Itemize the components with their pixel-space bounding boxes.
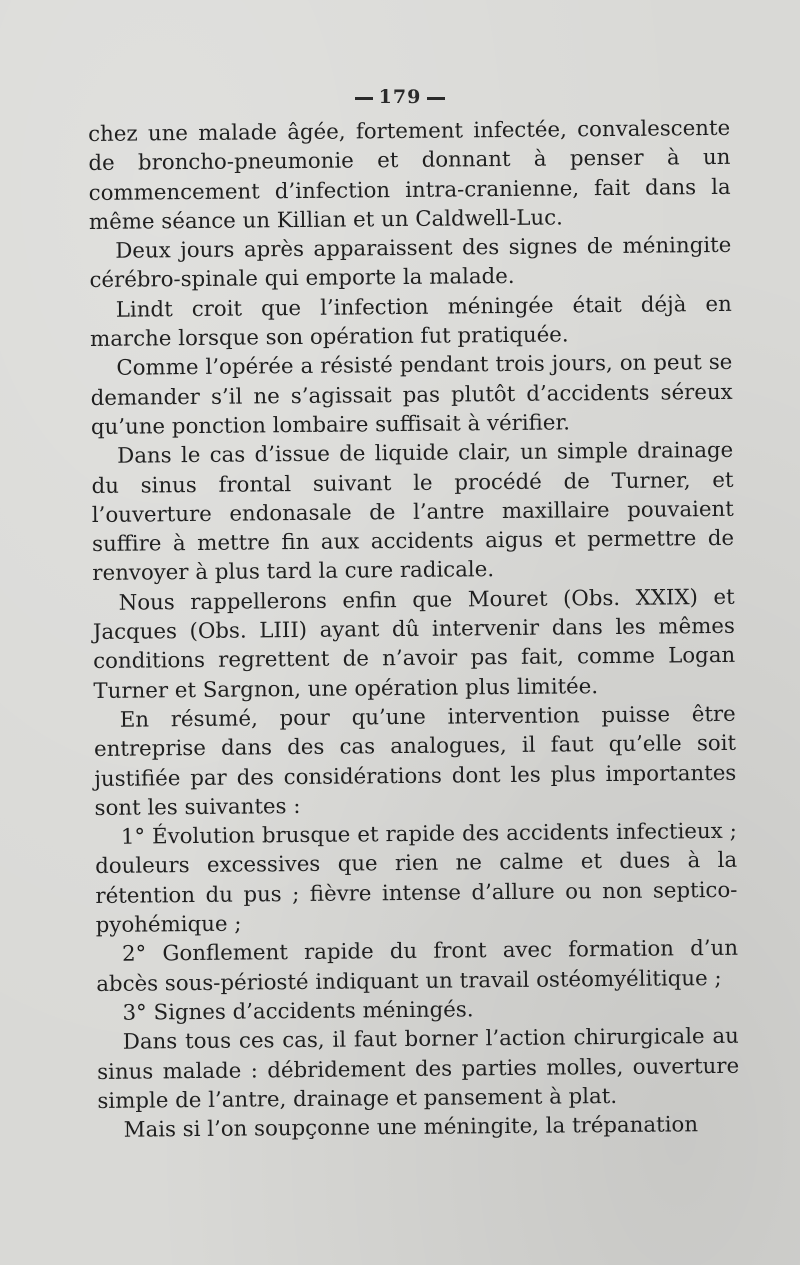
header-dash-right bbox=[427, 97, 445, 100]
page-number-header bbox=[0, 86, 800, 108]
paragraph: Dans le cas d’issue de liquide clair, un simple drainage du sinus frontal suivant le procédé de Turner, et l’ouverture endonasale de l’antre maxillaire pouvaient suffire à mettre fin aux accidents aigus et permettre de renvoyer à plus tard la cure radicale. bbox=[91, 438, 735, 587]
paragraph-continuation: chez une malade âgée, fortement infectée, convalescente de broncho-pneumonie et donnant à penser à un commencement d’infection intra-cranienne, fait dans la même séance un Killian et un Caldwell-Luc. bbox=[88, 115, 731, 235]
paragraph: Comme l’opérée a résisté pendant trois jours, on peut se demander s’il ne s’agissait pas plutôt d’accidents séreux qu’une ponction lombaire suffisait à vérifier. bbox=[90, 350, 733, 440]
paragraph: Nous rappellerons enfin que Mouret (Obs. XXIX) et Jacques (Obs. LIII) ayant dû intervenir dans les mêmes conditions regrettent de n’avoir pas fait, comme Logan Turner et Sargnon, une opération plus limitée. bbox=[92, 584, 736, 704]
header-dash-left bbox=[355, 97, 373, 100]
list-item: 3° Signes d’accidents méningés. bbox=[122, 997, 474, 1026]
paragraph: En résumé, pour qu’une intervention puisse être entreprise dans des cas analogues, il faut qu’elle soit justifiée par des considérations dont les plus importantes sont les suivantes : bbox=[93, 701, 737, 821]
paragraph: Deux jours après apparaissent des signes de méningite cérébro-spinale qui emporte la malade. bbox=[89, 233, 732, 294]
page-number: 179 bbox=[378, 86, 422, 108]
list-item: 1° Évolution brusque et rapide des accidents infectieux ; douleurs excessives que rien ne calme et dues à la rétention du pus ; fièvre intense d’allure ou non septico-pyohémique ; bbox=[95, 818, 738, 938]
paragraph: Dans tous ces cas, il faut borner l’action chirurgicale au sinus malade : débridement des parties molles, ouverture simple de l’antre, drainage et pansement à plat. bbox=[97, 1023, 740, 1114]
paragraph: Mais si l’on soupçonne une méningite, la trépanation bbox=[123, 1112, 699, 1143]
body-text bbox=[88, 114, 740, 1146]
paragraph: Lindt croit que l’infection méningée était déjà en marche lorsque son opération fut pratiquée. bbox=[89, 291, 732, 353]
list-item: 2° Gonflement rapide du front avec formation d’un abcès sous-périosté indiquant un travail ostéomyélitique ; bbox=[96, 936, 739, 997]
